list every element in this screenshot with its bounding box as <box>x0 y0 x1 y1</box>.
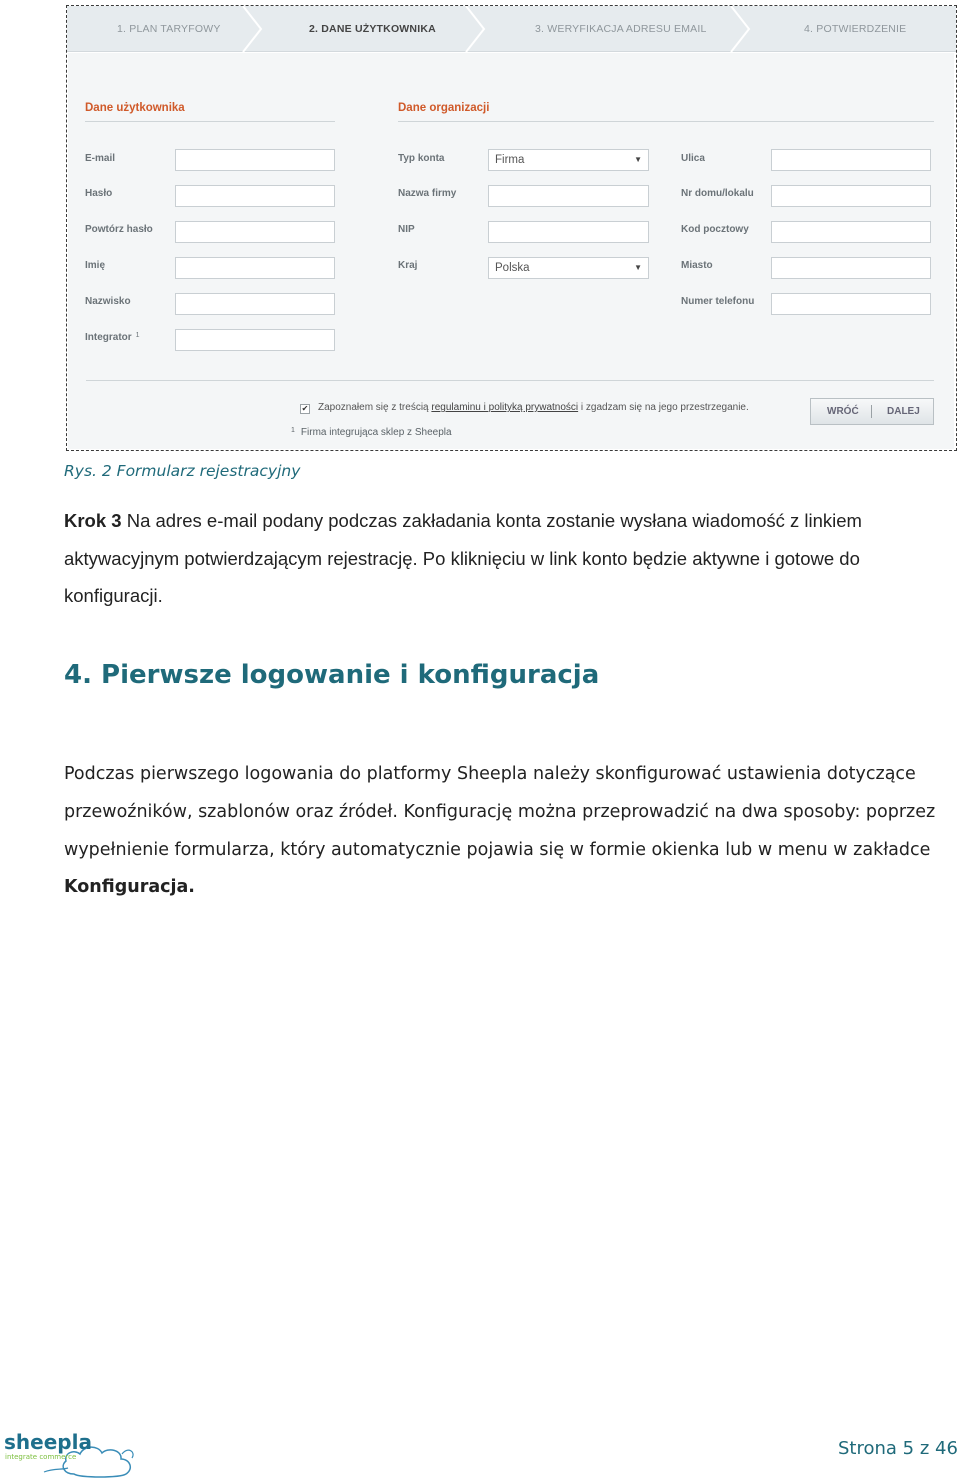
integrator-footnote-mark: 1 <box>135 332 140 339</box>
logo-tagline: integrate commerce <box>5 1453 77 1461</box>
label-repeat-password: Powtórz hasło <box>85 224 153 235</box>
label-postal-code: Kod pocztowy <box>681 224 749 235</box>
email-input[interactable] <box>175 149 335 171</box>
nip-input[interactable] <box>488 221 649 243</box>
terms-link[interactable]: regulaminu i polityką prywatności <box>431 402 579 413</box>
footnote-mark: 1 <box>291 427 295 434</box>
step-separator-chevron <box>727 6 753 52</box>
config-menu-name: Konfiguracja. <box>64 877 195 898</box>
label-integrator <box>85 332 140 343</box>
last-name-input[interactable] <box>175 293 335 315</box>
terms-suffix: i zgadzam się na jego przestrzeganie. <box>578 402 749 413</box>
account-type-select[interactable] <box>488 149 649 171</box>
config-paragraph <box>64 756 944 907</box>
figure-caption: Rys. 2 Formularz rejestracyjny <box>64 462 301 480</box>
config-paragraph-text: Podczas pierwszego logowania do platformy Sheepla należy skonfigurować ustawienia dotyczące przewoźników, szablonów oraz źródeł. Konfigurację można przeprowadzić na dwa sposoby: poprzez wypełnienie formularza, który automatycznie pojawia się w formie okienka lub w menu w zakładce <box>64 764 936 860</box>
back-button[interactable]: WRÓĆ <box>827 406 859 417</box>
label-email: E-mail <box>85 153 116 164</box>
street-input[interactable] <box>771 149 931 171</box>
label-last-name: Nazwisko <box>85 296 131 307</box>
form-bottom-divider <box>86 380 934 381</box>
step-weryfikacja-email[interactable]: 3. WERYFIKACJA ADRESU EMAIL <box>535 23 707 35</box>
label-account-type: Typ konta <box>398 153 445 164</box>
section-divider <box>85 121 335 122</box>
section-heading: 4. Pierwsze logowanie i konfiguracja <box>64 660 600 690</box>
city-input[interactable] <box>771 257 931 279</box>
navigation-buttons <box>810 398 934 425</box>
label-nip: NIP <box>398 224 415 235</box>
step-separator-chevron <box>239 6 265 52</box>
country-value: Polska <box>495 262 530 274</box>
terms-label <box>318 402 749 413</box>
postal-code-input[interactable] <box>771 221 931 243</box>
label-house-number: Nr domu/lokalu <box>681 188 754 199</box>
step3-label: Krok 3 <box>64 510 122 531</box>
checkmark-icon: ✔ <box>301 404 309 413</box>
dropdown-arrow-icon: ▼ <box>634 263 642 272</box>
step3-paragraph <box>64 502 924 615</box>
label-first-name: Imię <box>85 260 106 271</box>
label-city: Miasto <box>681 260 713 271</box>
label-phone: Numer telefonu <box>681 296 755 307</box>
section-title-user: Dane użytkownika <box>85 102 185 114</box>
button-separator <box>871 405 872 418</box>
page-number: Strona 5 z 46 <box>838 1438 958 1459</box>
label-integrator-text: Integrator <box>85 332 132 343</box>
repeat-password-input[interactable] <box>175 221 335 243</box>
country-select[interactable] <box>488 257 649 279</box>
next-button[interactable]: DALEJ <box>887 406 920 417</box>
footnote-text: Firma integrująca sklep z Sheepla <box>300 427 452 438</box>
form-panel <box>68 53 954 449</box>
registration-form-screenshot <box>66 5 957 451</box>
account-type-value: Firma <box>495 154 525 166</box>
step-separator-chevron <box>462 6 488 52</box>
terms-checkbox[interactable] <box>300 404 310 414</box>
label-country: Kraj <box>398 260 418 271</box>
company-name-input[interactable] <box>488 185 649 207</box>
dropdown-arrow-icon: ▼ <box>634 155 642 164</box>
terms-prefix: Zapoznałem się z treścią <box>318 402 432 413</box>
first-name-input[interactable] <box>175 257 335 279</box>
sheepla-logo <box>4 1412 136 1480</box>
wizard-steps-bar <box>67 6 956 52</box>
integrator-footnote <box>291 427 452 438</box>
step-potwierdzenie[interactable]: 4. POTWIERDZENIE <box>804 23 907 35</box>
step-dane-uzytkownika[interactable]: 2. DANE UŻYTKOWNIKA <box>309 23 436 35</box>
label-password: Hasło <box>85 188 113 199</box>
step3-text: Na adres e-mail podany podczas zakładania konta zostanie wysłana wiadomość z linkiem aktywacyjnym potwierdzającym rejestrację. Po kliknięciu w link konto będzie aktywne i gotowe do konfiguracji. <box>64 510 862 606</box>
integrator-input[interactable] <box>175 329 335 351</box>
password-input[interactable] <box>175 185 335 207</box>
house-number-input[interactable] <box>771 185 931 207</box>
section-title-organization: Dane organizacji <box>398 102 490 114</box>
phone-input[interactable] <box>771 293 931 315</box>
section-divider <box>398 121 934 122</box>
step-plan-taryfowy[interactable]: 1. PLAN TARYFOWY <box>117 23 221 35</box>
label-company-name: Nazwa firmy <box>398 188 457 199</box>
logo-wordmark: sheepla <box>4 1430 92 1454</box>
label-street: Ulica <box>681 153 705 164</box>
